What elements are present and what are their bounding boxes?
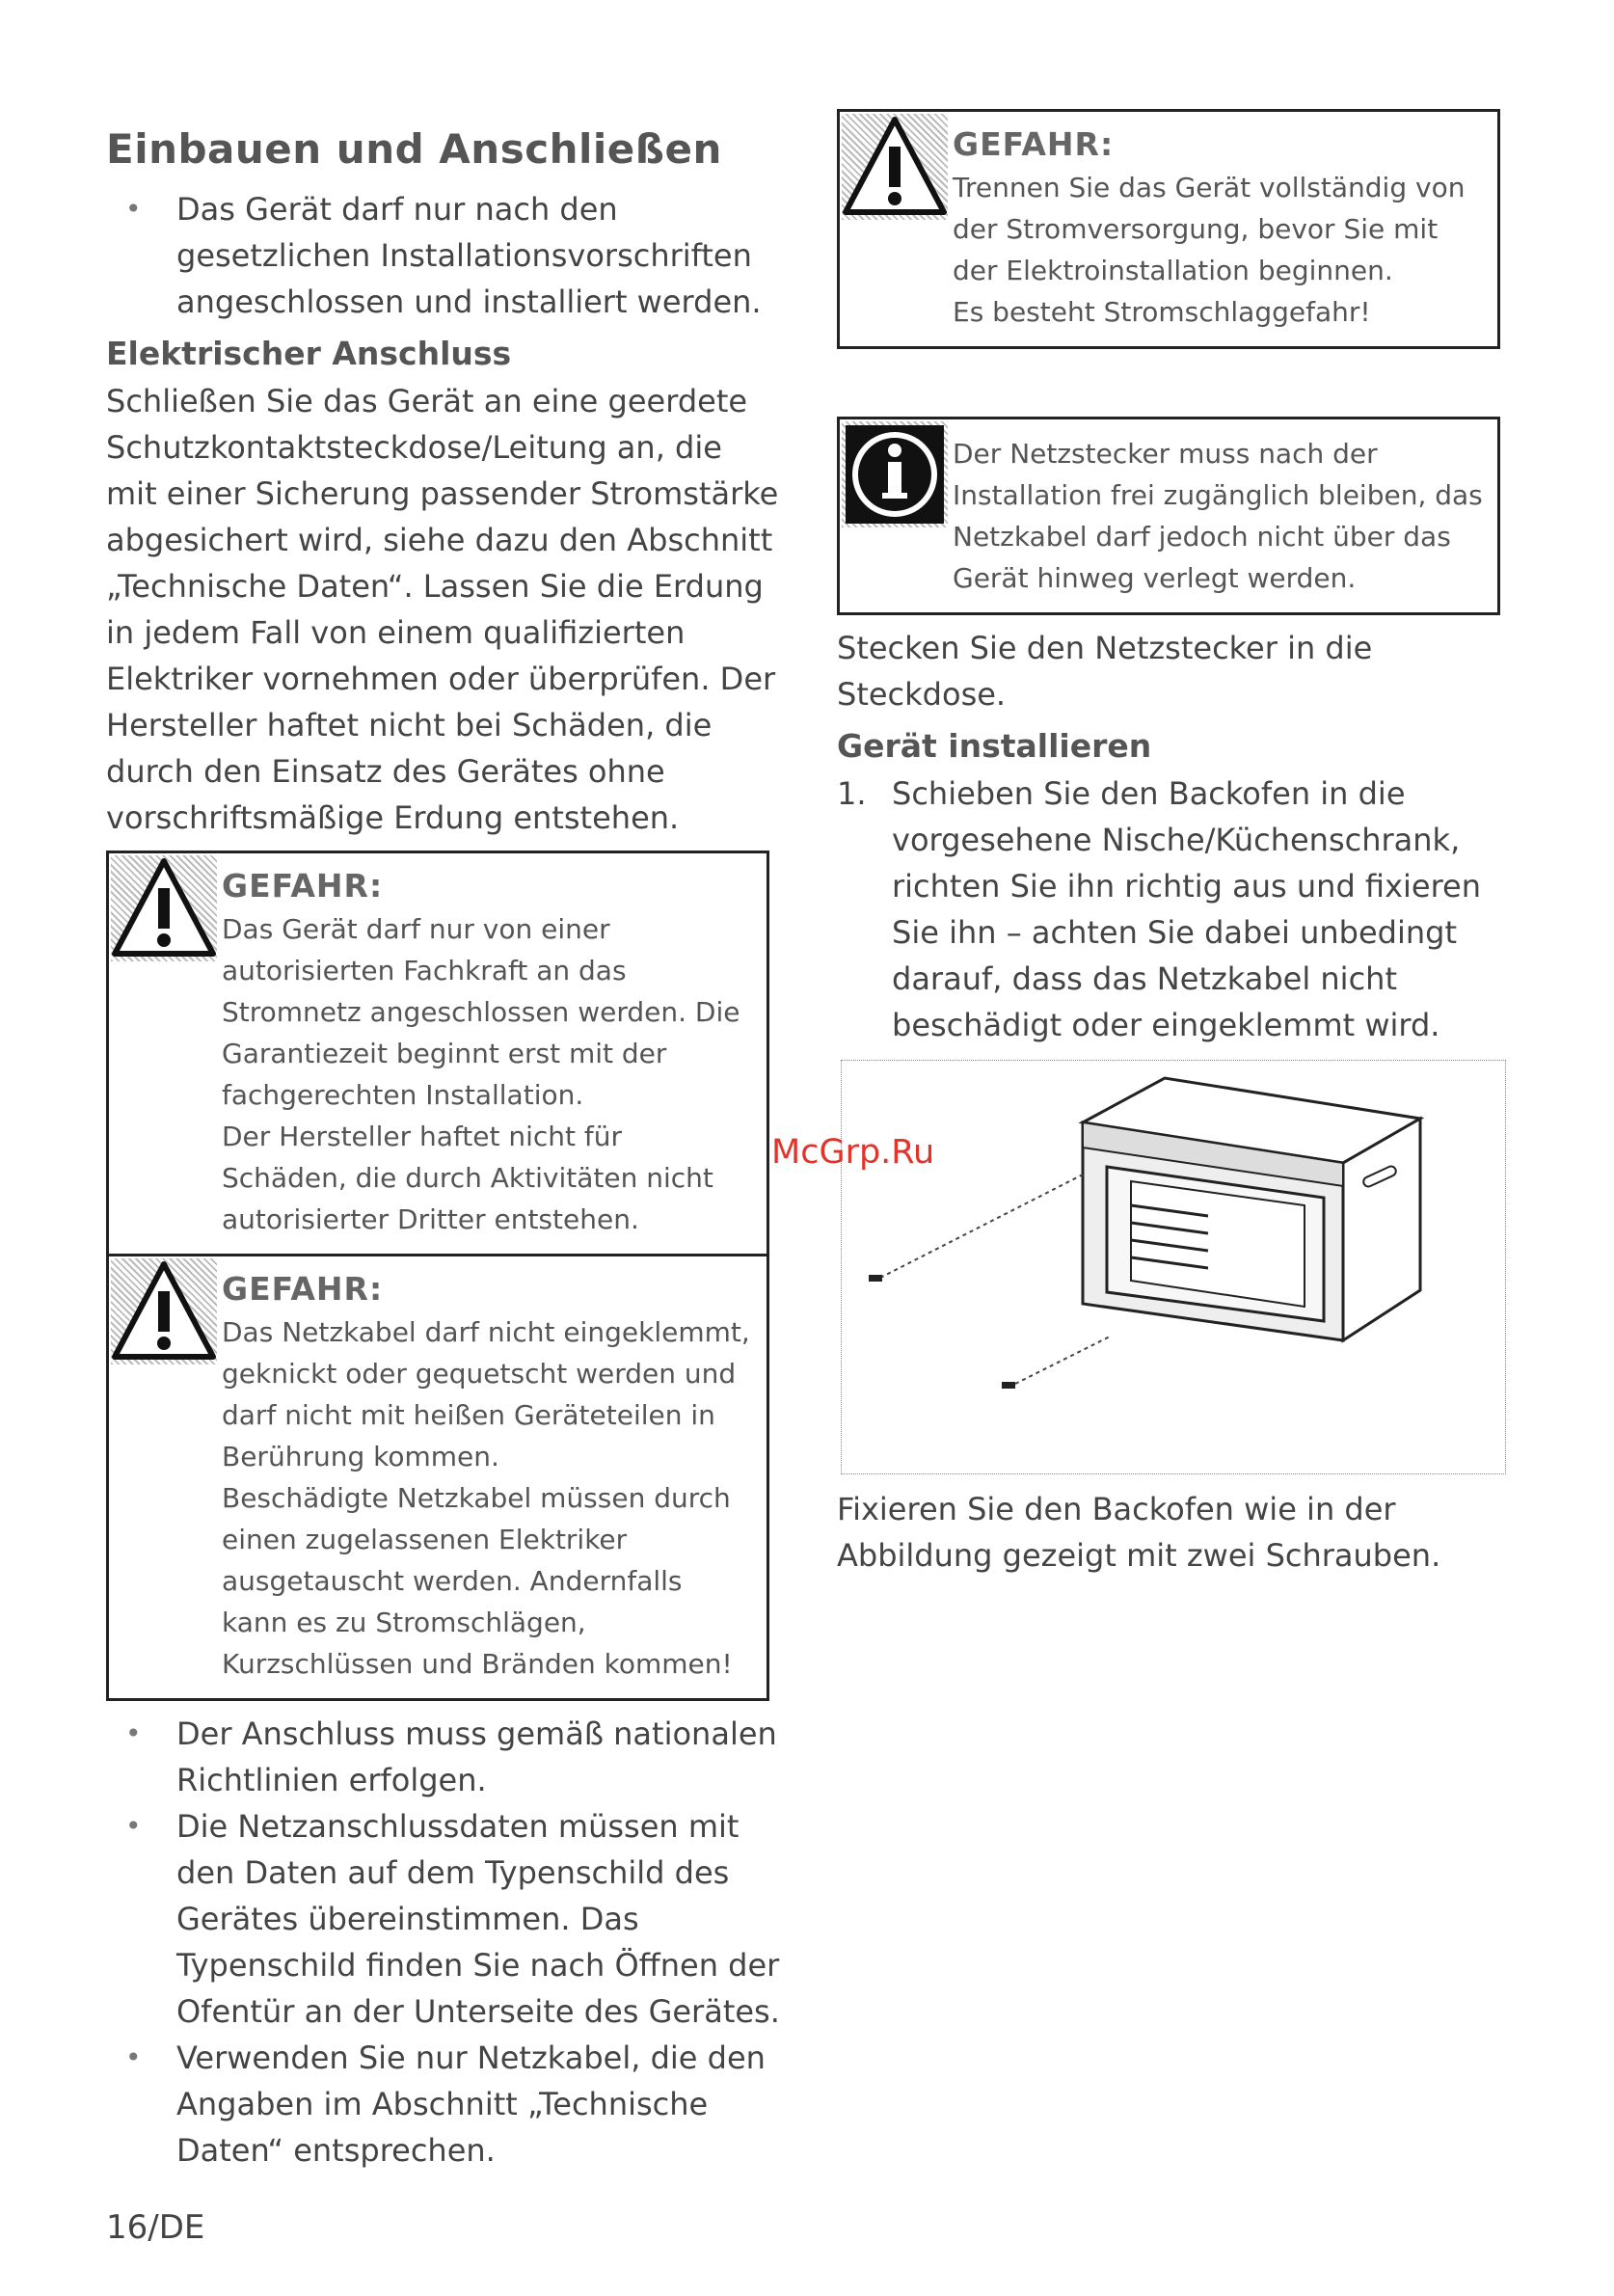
list-item: • Die Netzanschlussdaten müssen mit den Daten auf dem Typenschild des Gerätes übereinstimmen. Das Typenschild finden Sie nach Öffnen der Ofentür an der Unterseite des Gerätes. [125,1808,780,2030]
list-item: • Verwenden Sie nur Netzkabel, die den Angaben im Abschnitt „Technische Daten“ entsprechen. [125,2039,766,2169]
warning-text: Der Hersteller haftet nicht für Schäden, die durch Aktivitäten nicht autorisierter Dritter entstehen. [222,1121,713,1235]
watermark: McGrp.Ru [771,1133,935,1172]
warning-text: Beschädigte Netzkabel müssen durch einen zugelassenen Elektriker ausgetauscht werden. Andernfalls kann es zu Stromschlägen, Kurzschlüssen und Bränden kommen! [222,1482,733,1680]
info-box [837,417,1500,615]
warning-triangle-icon [111,855,217,961]
info-icon [842,421,948,527]
warning-section [840,112,1497,346]
warning-box-right [837,109,1500,349]
page-number: 16/DE [106,2208,205,2247]
list-item: • Das Gerät darf nur nach den gesetzlichen Installationsvorschriften angeschlossen und installiert werden. [125,191,762,320]
warning-triangle-icon [111,1258,217,1364]
list-item: 1. Schieben Sie den Backofen in die vorgesehene Nische/Küchenschrank, richten Sie ihn richtig aus und fixieren Sie ihn – achten Sie dabei unbedingt darauf, dass das Netzkabel nicht beschädigt oder eingeklemmt wird. [837,775,1482,1043]
intro-list [106,186,781,325]
warning-title: GEFAHR: [222,1270,384,1308]
right-column [837,109,1512,1579]
list-item: • Der Anschluss muss gemäß nationalen Richtlinien erfolgen. [125,1715,777,1798]
warning-title: GEFAHR: [222,867,384,905]
warning-section-2 [109,1254,767,1698]
warning-box-left [106,851,769,1701]
plug-paragraph: Stecken Sie den Netzstecker in die Steckdose. [837,630,1373,713]
warning-text: Es besteht Stromschlaggefahr! [953,296,1371,328]
connection-list [106,1711,781,2174]
warning-text: Trennen Sie das Gerät vollständig von der Stromversorgung, bevor Sie mit der Elektroinstallation beginnen. [953,172,1466,286]
warning-title: GEFAHR: [953,125,1115,163]
warning-triangle-icon [842,114,948,220]
warning-text: Das Gerät darf nur von einer autorisierten Fachkraft an das Stromnetz angeschlossen werden. Die Garantiezeit beginnt erst mit der fachgerechten Installation. [222,913,740,1111]
left-column [106,116,781,2174]
install-steps [837,770,1512,1048]
electrical-paragraph: Schließen Sie das Gerät an eine geerdete Schutzkontaktsteckdose/Leitung an, die mit einer Sicherung passender Stromstärke abgesichert wird, siehe dazu den Abschnitt „Technische Daten“. Lassen Sie die Erdung in jedem Fall von einem qualifizierten Elektriker vornehmen oder überprüfen. Der Hersteller haftet nicht bei Schäden, die durch den Einsatz des Gerätes ohne vorschriftsmäßige Erdung entstehen. [106,383,779,836]
subheading-install: Gerät installieren [837,727,1152,765]
figure-caption: Fixieren Sie den Backofen wie in der Abbildung gezeigt mit zwei Schrauben. [837,1491,1441,1574]
info-section [840,419,1497,612]
warning-text: Das Netzkabel darf nicht eingeklemmt, geknickt oder gequetscht werden und darf nicht mit heißen Geräteteilen in Berührung kommen. [222,1316,750,1472]
warning-section-1 [109,853,767,1254]
subheading-electrical: Elektrischer Anschluss [106,335,512,372]
info-text: Der Netzstecker muss nach der Installation frei zugänglich bleiben, das Netzkabel darf jedoch nicht über das Gerät hinweg verlegt werden. [953,438,1483,594]
section-title: Einbauen und Anschließen [106,125,722,173]
oven-illustration [841,1060,1506,1474]
